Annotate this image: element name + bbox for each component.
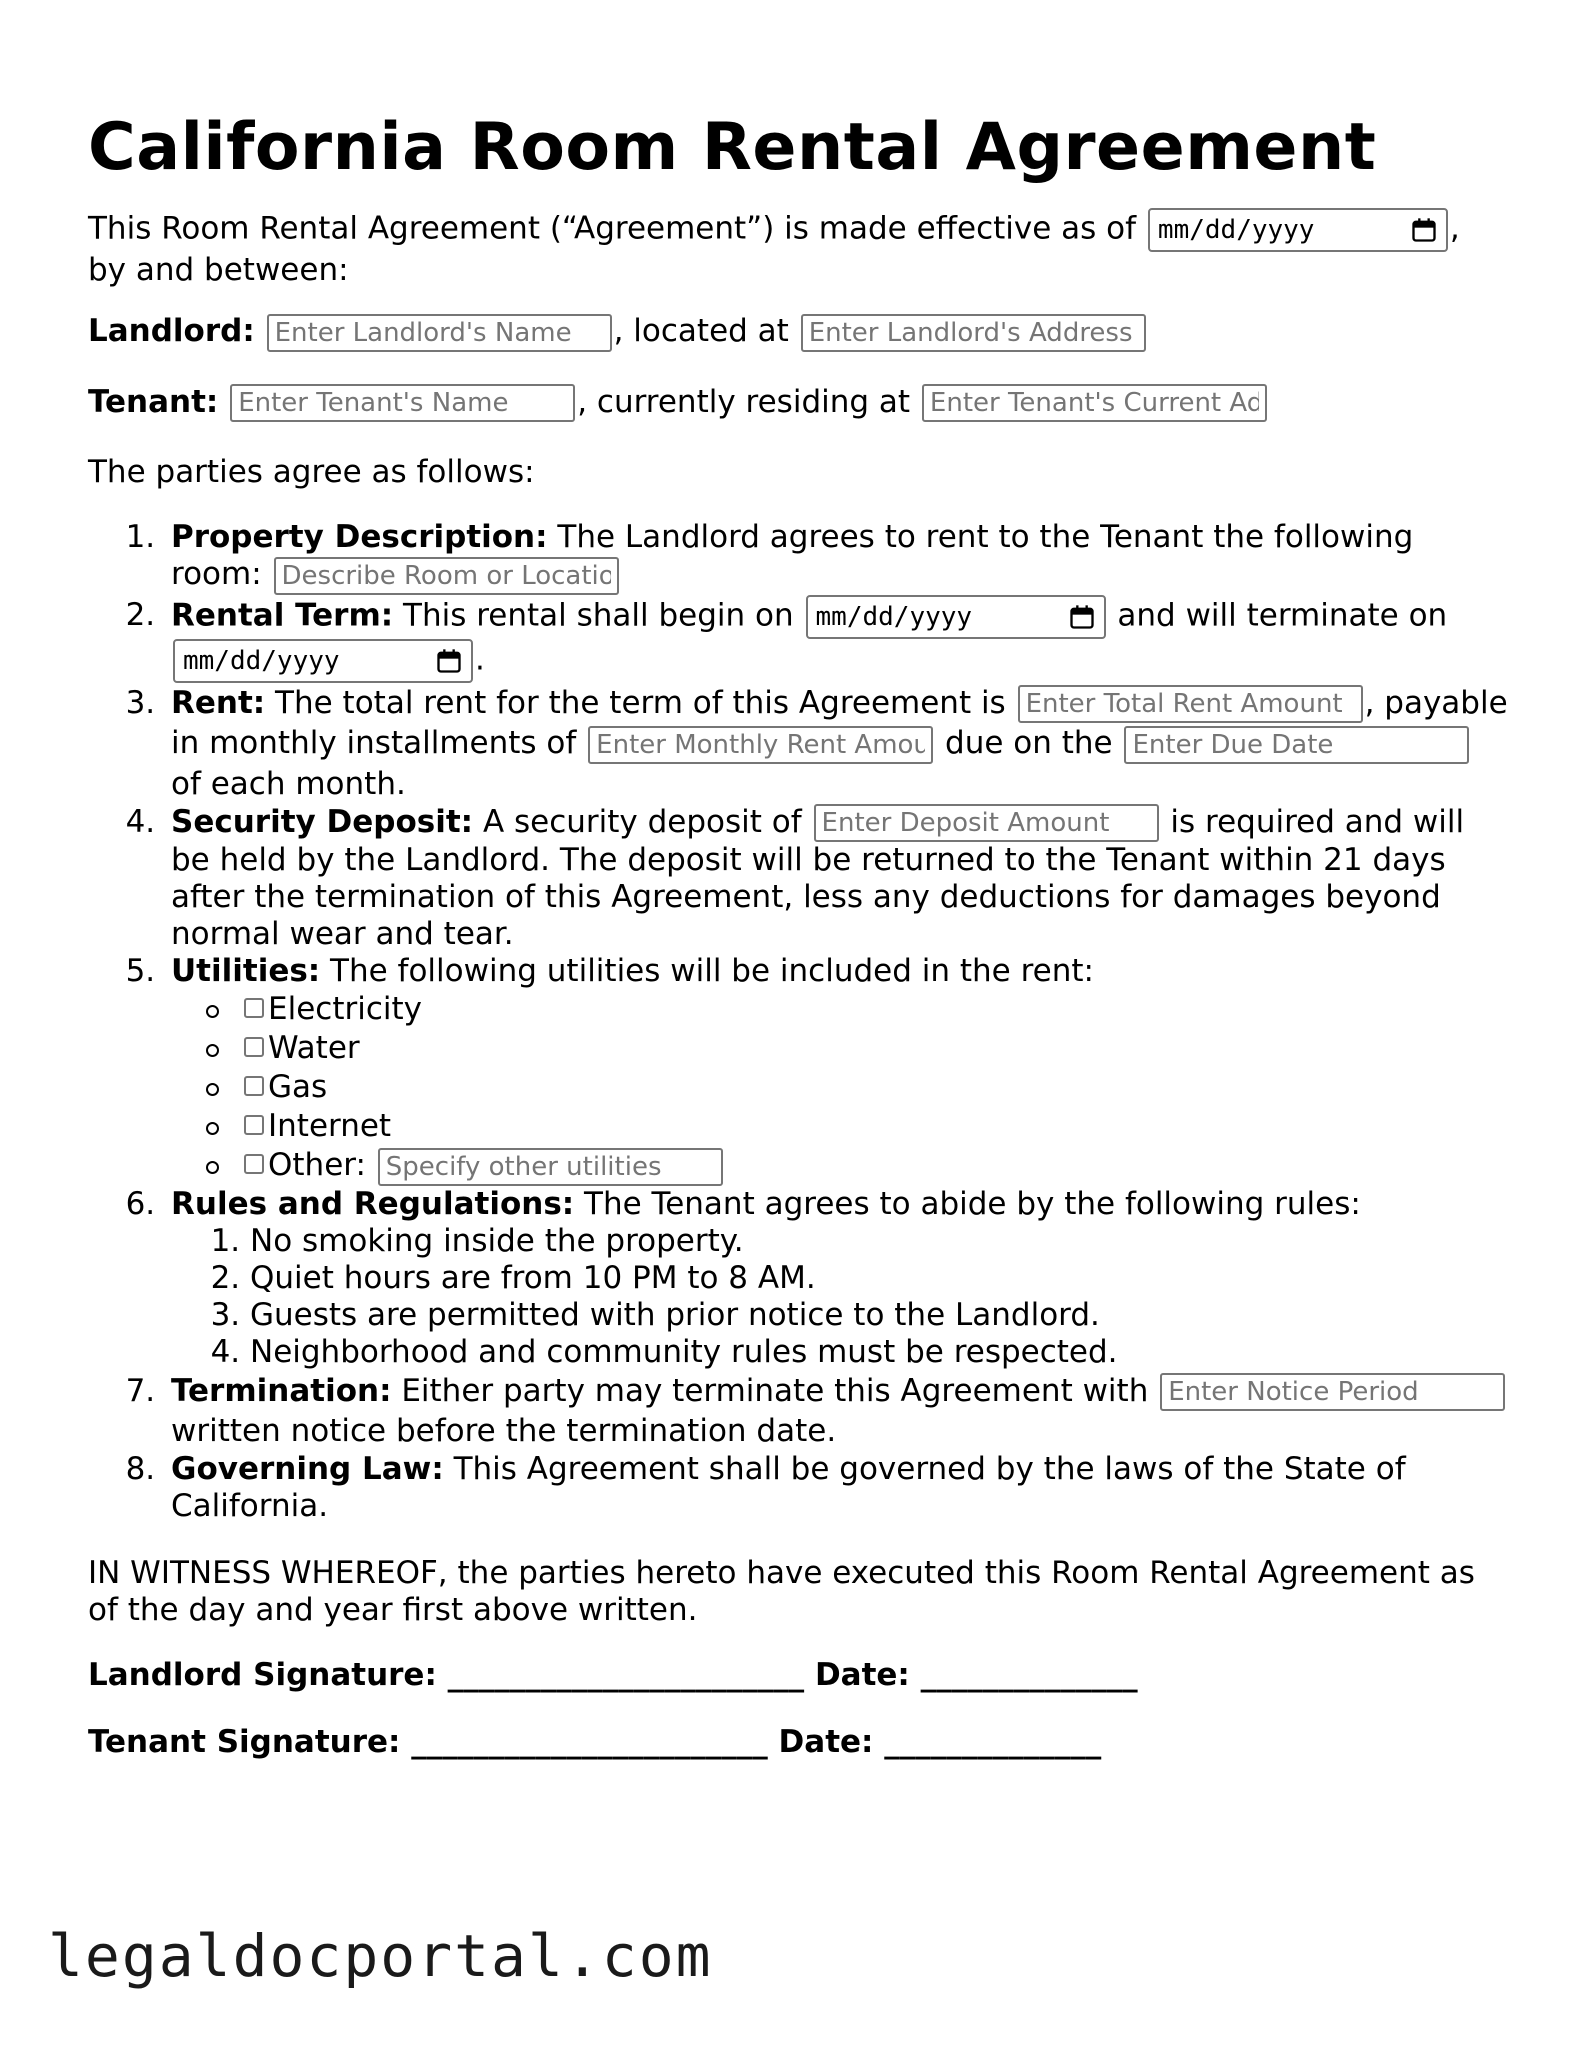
- tenant-line: [88, 384, 1508, 423]
- tenant-address-input[interactable]: [922, 384, 1267, 422]
- calendar-icon: [435, 647, 463, 675]
- tenant-label: Tenant:: [88, 383, 219, 420]
- clause-text: The Tenant agrees to abide by the following rules:: [584, 1185, 1361, 1222]
- utility-item-other: [206, 1146, 1508, 1186]
- other-checkbox[interactable]: [244, 1154, 264, 1174]
- page-title: California Room Rental Agreement: [88, 110, 1377, 185]
- monthly-rent-input[interactable]: [588, 726, 933, 764]
- document: [88, 108, 1508, 1791]
- parties-agree-text: The parties agree as follows:: [88, 454, 535, 490]
- witness-paragraph: IN WITNESS WHEREOF, the parties hereto have executed this Room Rental Agreement as of the day and year first above written.: [88, 1555, 1475, 1628]
- clause-text: of each month.: [171, 765, 406, 802]
- clause-text: The following utilities will be included in the rent:: [330, 953, 1094, 989]
- water-checkbox[interactable]: [244, 1037, 264, 1057]
- clause-heading: Security Deposit:: [171, 803, 474, 840]
- effective-date-input[interactable]: [1148, 208, 1448, 252]
- calendar-icon: [1068, 603, 1096, 631]
- landlord-label: Landlord:: [88, 313, 255, 349]
- clause-text: This Agreement shall be governed by the laws of the State of California.: [171, 1451, 1406, 1524]
- clauses-list: [88, 519, 1508, 1525]
- clause-text: A security deposit of: [482, 803, 802, 840]
- tenant-name-input[interactable]: [230, 384, 575, 422]
- rules-list: [171, 1223, 1508, 1371]
- tenant-connector: , currently residing at: [577, 383, 911, 420]
- start-date-input[interactable]: [806, 595, 1106, 639]
- other-utilities-input[interactable]: [378, 1148, 723, 1186]
- utilities-list: [171, 990, 1508, 1186]
- clause-property: [165, 519, 1508, 595]
- clause-rules: [165, 1186, 1508, 1371]
- utility-label: Water: [268, 1030, 360, 1066]
- clause-governing-law: [165, 1451, 1508, 1525]
- gas-checkbox[interactable]: [244, 1076, 264, 1096]
- utility-item-electricity: [206, 990, 1508, 1029]
- clause-heading: Termination:: [171, 1372, 392, 1409]
- utility-item-internet: [206, 1107, 1508, 1146]
- landlord-address-input[interactable]: [801, 314, 1146, 352]
- bullet-icon: [206, 1122, 219, 1135]
- rule-item: 4. Neighborhood and community rules must be respected.: [250, 1334, 1508, 1371]
- clause-heading: Utilities:: [171, 953, 321, 989]
- electricity-checkbox[interactable]: [244, 998, 264, 1018]
- intro-paragraph: [88, 208, 1508, 289]
- landlord-signature-line: Landlord Signature: _______________________ Date: ______________: [88, 1657, 1138, 1693]
- landlord-line: [88, 313, 1508, 352]
- bullet-icon: [206, 1161, 219, 1174]
- room-description-input[interactable]: [274, 557, 619, 595]
- intro-text: This Room Rental Agreement (“Agreement”) is made effective as of: [88, 210, 1137, 247]
- clause-text: and will terminate on: [1117, 597, 1448, 633]
- start-date-placeholder: mm/dd/yyyy: [815, 601, 973, 632]
- bullet-icon: [206, 1005, 219, 1018]
- intro-punct: ,: [1449, 210, 1460, 247]
- clause-heading: Rules and Regulations:: [171, 1185, 575, 1222]
- clause-text: due on the: [945, 725, 1113, 761]
- clause-security-deposit: [165, 804, 1508, 954]
- utility-item-water: [206, 1029, 1508, 1068]
- clause-rental-term: [165, 595, 1508, 683]
- landlord-name-input[interactable]: [267, 314, 612, 352]
- bullet-icon: [206, 1083, 219, 1096]
- clause-text: Either party may terminate this Agreement with: [401, 1372, 1149, 1409]
- calendar-icon: [1410, 216, 1438, 244]
- rule-item: 2. Quiet hours are from 10 PM to 8 AM.: [250, 1260, 1508, 1297]
- notice-period-input[interactable]: [1160, 1373, 1505, 1411]
- clause-utilities: [165, 953, 1508, 1186]
- bullet-icon: [206, 1044, 219, 1057]
- clause-heading: Rent:: [171, 684, 266, 721]
- clause-text: , payable in monthly installments of: [171, 684, 1508, 761]
- total-rent-input[interactable]: [1018, 685, 1363, 723]
- clause-text: is required and will be held by the Landlord. The deposit will be returned to the Tenant within 21 days after the termination of this Agreement, less any deductions for damages beyond normal wear and tear.: [171, 803, 1465, 952]
- clause-text: This rental shall begin on: [403, 597, 794, 633]
- clause-text: The total rent for the term of this Agreement is: [275, 684, 1006, 721]
- utility-item-gas: [206, 1068, 1508, 1107]
- tenant-signature-line: Tenant Signature: _______________________ Date: ______________: [88, 1724, 1102, 1760]
- internet-checkbox[interactable]: [244, 1115, 264, 1135]
- due-date-input[interactable]: [1124, 726, 1469, 764]
- site-watermark: legaldocportal.com: [48, 1922, 713, 1990]
- clause-termination: [165, 1371, 1508, 1452]
- rule-item: 3. Guests are permitted with prior notice to the Landlord.: [250, 1297, 1508, 1334]
- effective-date-placeholder: mm/dd/yyyy: [1157, 214, 1315, 245]
- clause-heading: Rental Term:: [171, 597, 394, 633]
- rule-item: 1. No smoking inside the property.: [250, 1223, 1508, 1260]
- end-date-input[interactable]: [173, 639, 473, 683]
- end-date-placeholder: mm/dd/yyyy: [183, 645, 340, 676]
- intro-line2: by and between:: [88, 252, 349, 288]
- clause-text: written notice before the termination date.: [171, 1413, 837, 1449]
- clause-text: The Landlord agrees to rent to the Tenant the following room:: [171, 519, 1414, 592]
- clause-rent: [165, 683, 1508, 804]
- clause-heading: Property Description:: [171, 519, 548, 555]
- landlord-connector: , located at: [613, 313, 789, 349]
- utility-label: Electricity: [268, 991, 422, 1027]
- utility-label: Other:: [268, 1147, 366, 1183]
- utility-label: Internet: [268, 1108, 392, 1144]
- deposit-amount-input[interactable]: [814, 804, 1159, 842]
- clause-heading: Governing Law:: [171, 1451, 444, 1487]
- clause-punct: .: [475, 641, 485, 677]
- utility-label: Gas: [268, 1069, 328, 1105]
